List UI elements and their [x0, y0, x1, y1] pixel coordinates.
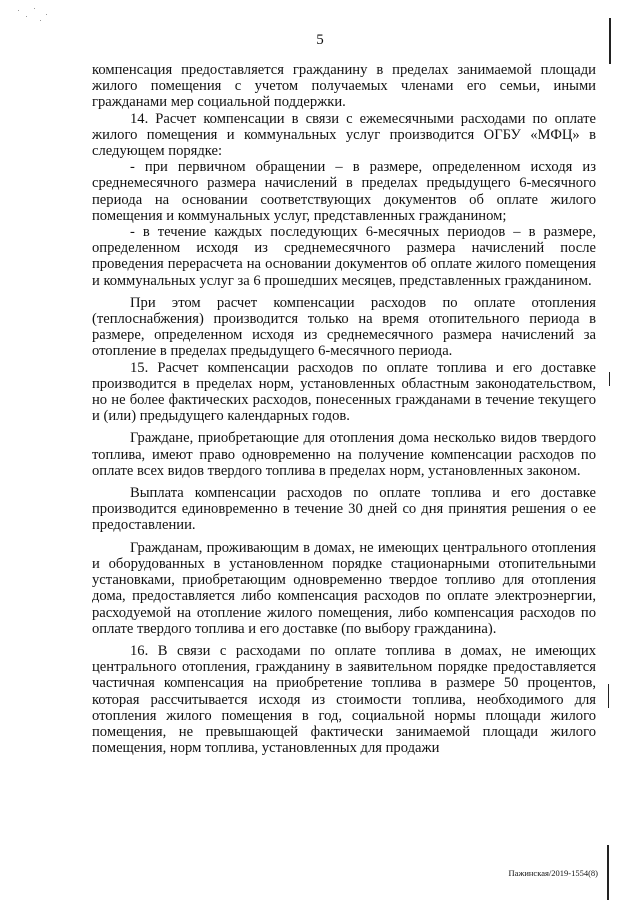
document-body	[92, 62, 596, 756]
scan-edge-line	[608, 684, 609, 708]
scan-edge-line	[607, 845, 609, 900]
page-number: 5	[316, 32, 324, 48]
paragraph: Гражданам, проживающим в домах, не имеющих центрального отопления и оборудованных в установленном порядке стационарными отопительными установками, приобретающим одновременно твердое топливо для отопления дома, предоставляется либо компенсация расходов по оплате электроэнергии, расходуемой на отопление жилого помещения, либо компенсация расходов по оплате твердого топлива и его доставке (по выбору гражданина).	[92, 539, 596, 637]
paragraph: компенсация предоставляется гражданину в пределах занимаемой площади жилого помещения с учетом получаемых членами его семьи, иными гражданами мер социальной поддержки.	[92, 62, 596, 111]
paragraph: - при первичном обращении – в размере, определенном исходя из среднемесячного размера начислений в пределах предыдущего 6-месячного периода на основании соответствующих документов об оплате жилого помещения и коммунальных услуг, представленных гражданином;	[92, 159, 596, 224]
paragraph: При этом расчет компенсации расходов по оплате отопления (теплоснабжения) производится только на время отопительного периода в размере, определенном исходя из среднемесячного размера начислений за отопление в пределах предыдущего 6-месячного периода.	[92, 294, 596, 360]
paragraph: 16. В связи с расходами по оплате топлива в домах, не имеющих центрального отопления, гражданину в заявительном порядке предоставляется частичная компенсация на приобретение топлива в размере 50 процентов, которая рассчитывается исходя из стоимости топлива, необходимого для отопления жилого помещения в год, социальной нормы площади жилого помещения, не превышающей фактически занимаемой площади жилого помещения, норм топлива, установленных для продажи	[92, 642, 596, 757]
document-footer-code: Пажинская/2019-1554(8)	[508, 868, 598, 878]
scan-edge-line	[609, 18, 611, 64]
paragraph: Выплата компенсации расходов по оплате топлива и его доставке производится единовременно в течение 30 дней со дня принятия решения о ее предоставлении.	[92, 485, 596, 534]
paragraph: Граждане, приобретающие для отопления дома несколько видов твердого топлива, имеют право одновременно на получение компенсации расходов по оплате всех видов твердого топлива в пределах норм, установленных законом.	[92, 430, 596, 479]
scan-edge-line	[609, 372, 610, 386]
paragraph: 14. Расчет компенсации в связи с ежемесячными расходами по оплате жилого помещения и коммунальных услуг производится ОГБУ «МФЦ» в следующем порядке:	[92, 110, 596, 160]
paragraph: 15. Расчет компенсации расходов по оплате топлива и его доставке производится в пределах норм, установленных областным законодательством, но не более фактических расходов, понесенных гражданами в течение текущего и (или) предыдущего календарных годов.	[92, 359, 596, 425]
paragraph: - в течение каждых последующих 6-месячных периодов – в размере, определенном исходя из среднемесячного размера начислений после проведения перерасчета на основании документов об оплате жилого помещения и коммунальных услуг за 6 прошедших месяцев, представленных гражданином.	[92, 224, 596, 289]
